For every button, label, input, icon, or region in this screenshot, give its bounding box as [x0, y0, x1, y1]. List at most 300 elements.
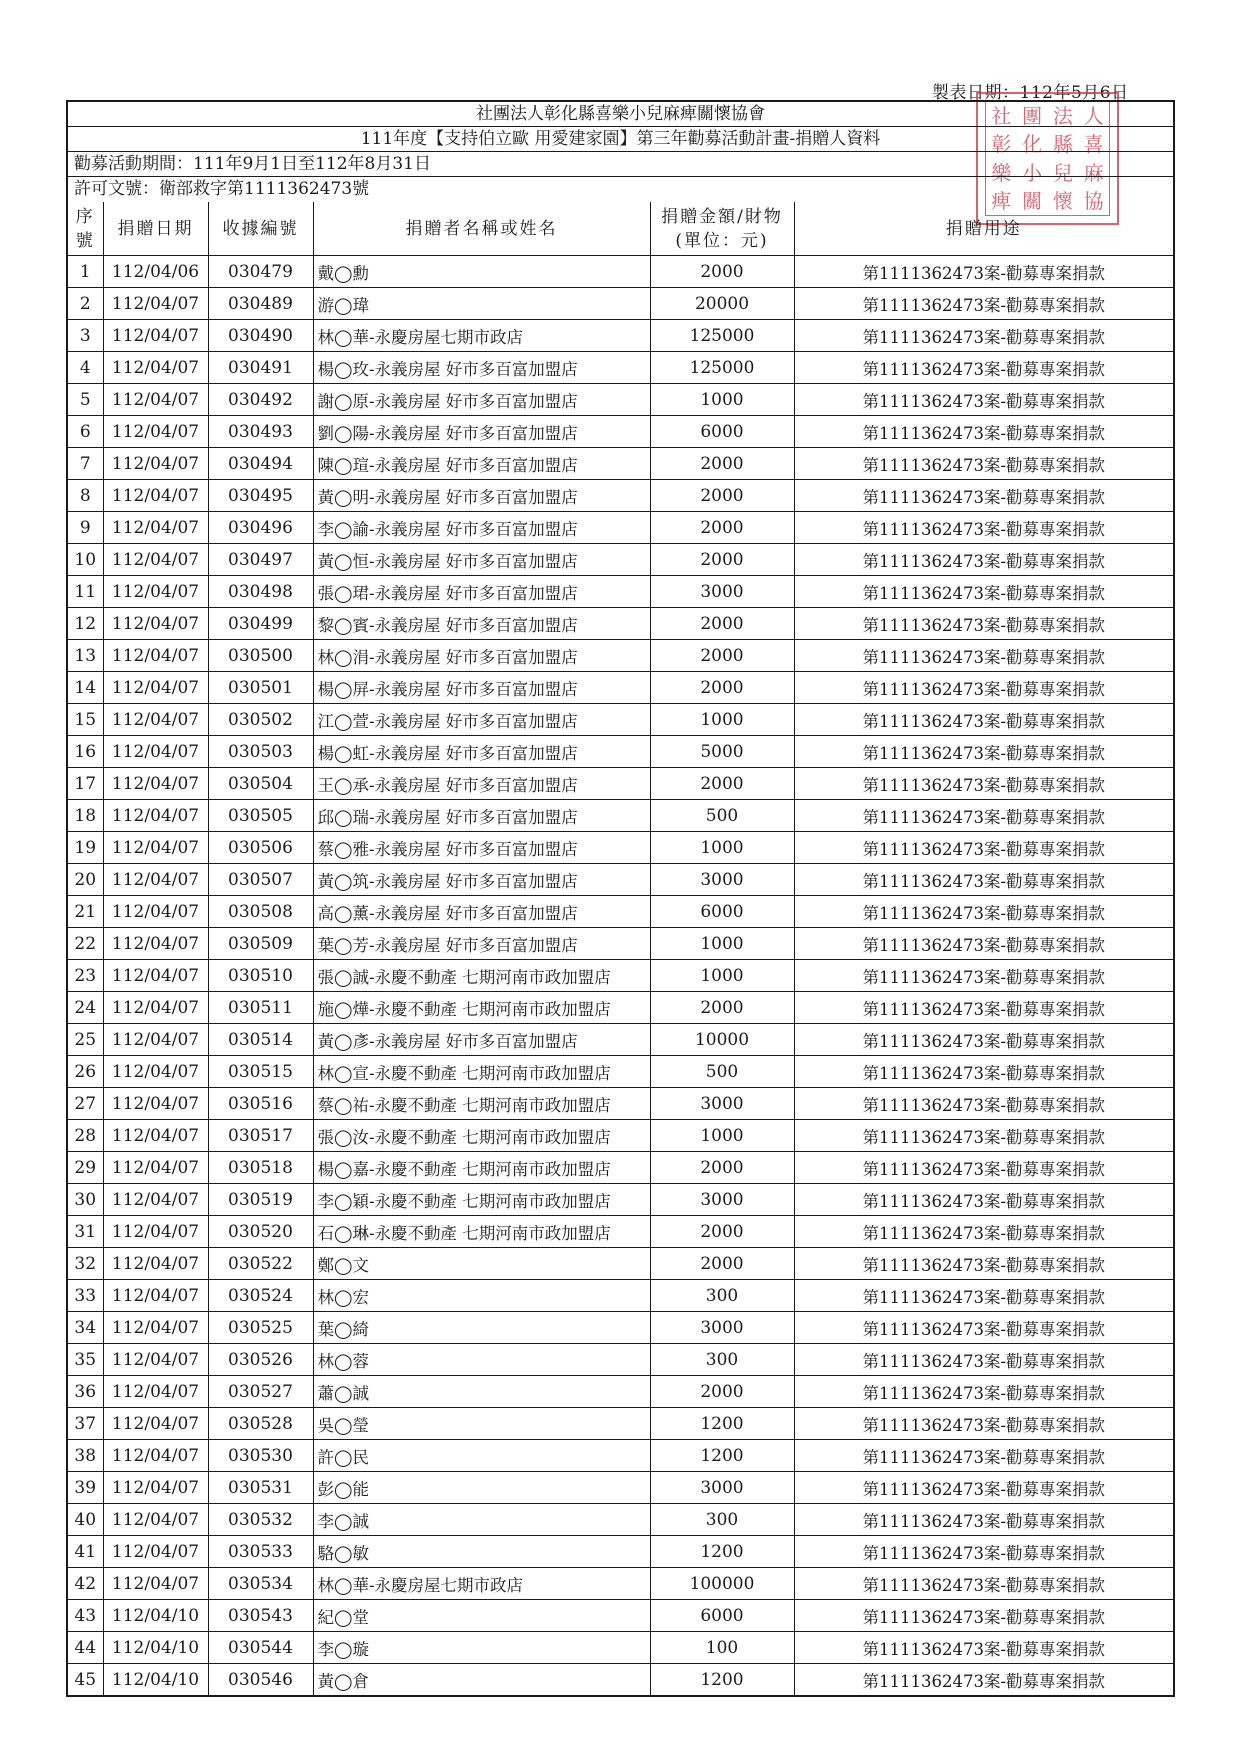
cell-seq: 27 [68, 1088, 103, 1120]
cell-donor: 楊◯虹-永義房屋 好市多百富加盟店 [313, 736, 650, 768]
cell-donor: 李◯諭-永義房屋 好市多百富加盟店 [313, 512, 650, 544]
header-date: 捐贈日期 [103, 202, 208, 256]
cell-seq: 11 [68, 576, 103, 608]
cell-date: 112/04/07 [103, 512, 208, 544]
cell-receipt: 030514 [208, 1024, 313, 1056]
seal-char: 懷 [1052, 188, 1073, 213]
header-receipt: 收據編號 [208, 202, 313, 256]
cell-amount: 6000 [650, 1600, 794, 1632]
cell-seq: 31 [68, 1216, 103, 1248]
table-row [68, 1184, 1173, 1216]
cell-amount: 2000 [650, 544, 794, 576]
table-row [68, 416, 1173, 448]
cell-date: 112/04/07 [103, 992, 208, 1024]
cell-receipt: 030527 [208, 1376, 313, 1408]
cell-purpose: 第1111362473案-勸募專案捐款 [794, 1344, 1173, 1376]
cell-amount: 1000 [650, 384, 794, 416]
cell-amount: 3000 [650, 1472, 794, 1504]
cell-amount: 2000 [650, 672, 794, 704]
cell-donor: 謝◯原-永義房屋 好市多百富加盟店 [313, 384, 650, 416]
cell-receipt: 030492 [208, 384, 313, 416]
cell-date: 112/04/07 [103, 704, 208, 736]
cell-seq: 29 [68, 1152, 103, 1184]
cell-purpose: 第1111362473案-勸募專案捐款 [794, 736, 1173, 768]
cell-date: 112/04/10 [103, 1600, 208, 1632]
cell-receipt: 030489 [208, 288, 313, 320]
cell-donor: 劉◯陽-永義房屋 好市多百富加盟店 [313, 416, 650, 448]
cell-amount: 6000 [650, 416, 794, 448]
cell-donor: 彭◯能 [313, 1472, 650, 1504]
cell-receipt: 030516 [208, 1088, 313, 1120]
cell-date: 112/04/07 [103, 896, 208, 928]
cell-amount: 1200 [650, 1408, 794, 1440]
cell-receipt: 030496 [208, 512, 313, 544]
table-row [68, 1664, 1173, 1696]
cell-receipt: 030479 [208, 256, 313, 288]
cell-purpose: 第1111362473案-勸募專案捐款 [794, 384, 1173, 416]
cell-receipt: 030519 [208, 1184, 313, 1216]
cell-purpose: 第1111362473案-勸募專案捐款 [794, 480, 1173, 512]
header-purpose: 捐贈用途 [794, 202, 1173, 256]
cell-date: 112/04/07 [103, 1056, 208, 1088]
cell-seq: 42 [68, 1568, 103, 1600]
cell-date: 112/04/07 [103, 416, 208, 448]
donor-table [68, 202, 1173, 1695]
cell-amount: 2000 [650, 1216, 794, 1248]
cell-seq: 18 [68, 800, 103, 832]
cell-amount: 2000 [650, 640, 794, 672]
cell-donor: 葉◯綺 [313, 1312, 650, 1344]
cell-donor: 林◯宣-永慶不動產 七期河南市政加盟店 [313, 1056, 650, 1088]
cell-purpose: 第1111362473案-勸募專案捐款 [794, 256, 1173, 288]
table-row [68, 480, 1173, 512]
cell-amount: 1000 [650, 960, 794, 992]
cell-purpose: 第1111362473案-勸募專案捐款 [794, 320, 1173, 352]
cell-donor: 許◯民 [313, 1440, 650, 1472]
cell-amount: 2000 [650, 512, 794, 544]
cell-amount: 500 [650, 1056, 794, 1088]
cell-donor: 李◯璇 [313, 1632, 650, 1664]
cell-date: 112/04/07 [103, 480, 208, 512]
cell-receipt: 030490 [208, 320, 313, 352]
header-seq: 序 號 [68, 202, 103, 256]
table-row [68, 992, 1173, 1024]
cell-receipt: 030526 [208, 1344, 313, 1376]
cell-donor: 林◯涓-永義房屋 好市多百富加盟店 [313, 640, 650, 672]
cell-donor: 葉◯芳-永義房屋 好市多百富加盟店 [313, 928, 650, 960]
cell-purpose: 第1111362473案-勸募專案捐款 [794, 1216, 1173, 1248]
seal-char: 兒 [1052, 160, 1073, 185]
cell-date: 112/04/07 [103, 544, 208, 576]
cell-date: 112/04/07 [103, 1536, 208, 1568]
cell-receipt: 030531 [208, 1472, 313, 1504]
cell-donor: 蕭◯誠 [313, 1376, 650, 1408]
cell-seq: 8 [68, 480, 103, 512]
cell-purpose: 第1111362473案-勸募專案捐款 [794, 1152, 1173, 1184]
cell-donor: 張◯誠-永慶不動產 七期河南市政加盟店 [313, 960, 650, 992]
cell-date: 112/04/07 [103, 1440, 208, 1472]
cell-amount: 1000 [650, 704, 794, 736]
table-row [68, 768, 1173, 800]
cell-seq: 1 [68, 256, 103, 288]
cell-receipt: 030518 [208, 1152, 313, 1184]
table-row [68, 1312, 1173, 1344]
table-row [68, 672, 1173, 704]
cell-receipt: 030507 [208, 864, 313, 896]
cell-date: 112/04/06 [103, 256, 208, 288]
table-row [68, 864, 1173, 896]
cell-seq: 7 [68, 448, 103, 480]
cell-receipt: 030505 [208, 800, 313, 832]
header-amount: 捐贈金額/財物 (單位：元) [650, 202, 794, 256]
seal-char: 協 [1083, 188, 1104, 213]
table-row [68, 256, 1173, 288]
table-header-row [68, 202, 1173, 256]
cell-donor: 王◯承-永義房屋 好市多百富加盟店 [313, 768, 650, 800]
cell-purpose: 第1111362473案-勸募專案捐款 [794, 1408, 1173, 1440]
cell-amount: 1200 [650, 1536, 794, 1568]
cell-receipt: 030508 [208, 896, 313, 928]
cell-seq: 21 [68, 896, 103, 928]
cell-donor: 戴◯勳 [313, 256, 650, 288]
cell-purpose: 第1111362473案-勸募專案捐款 [794, 928, 1173, 960]
cell-seq: 37 [68, 1408, 103, 1440]
table-row [68, 1472, 1173, 1504]
cell-purpose: 第1111362473案-勸募專案捐款 [794, 1664, 1173, 1696]
cell-donor: 黃◯筑-永義房屋 好市多百富加盟店 [313, 864, 650, 896]
cell-seq: 44 [68, 1632, 103, 1664]
cell-date: 112/04/07 [103, 800, 208, 832]
cell-purpose: 第1111362473案-勸募專案捐款 [794, 512, 1173, 544]
table-row [68, 1600, 1173, 1632]
cell-purpose: 第1111362473案-勸募專案捐款 [794, 1056, 1173, 1088]
cell-purpose: 第1111362473案-勸募專案捐款 [794, 704, 1173, 736]
cell-date: 112/04/07 [103, 1024, 208, 1056]
permit-number: 許可文號：衛部救字第1111362473號 [74, 179, 370, 199]
cell-donor: 施◯燁-永慶不動產 七期河南市政加盟店 [313, 992, 650, 1024]
cell-seq: 12 [68, 608, 103, 640]
cell-amount: 1000 [650, 832, 794, 864]
cell-seq: 15 [68, 704, 103, 736]
table-row [68, 576, 1173, 608]
cell-amount: 300 [650, 1344, 794, 1376]
cell-amount: 6000 [650, 896, 794, 928]
cell-amount: 2000 [650, 608, 794, 640]
cell-receipt: 030494 [208, 448, 313, 480]
cell-purpose: 第1111362473案-勸募專案捐款 [794, 992, 1173, 1024]
cell-seq: 2 [68, 288, 103, 320]
cell-seq: 13 [68, 640, 103, 672]
table-row [68, 1152, 1173, 1184]
cell-amount: 3000 [650, 1312, 794, 1344]
table-row [68, 352, 1173, 384]
seal-char: 團 [1022, 104, 1043, 129]
seal-char: 社 [991, 104, 1012, 129]
cell-date: 112/04/07 [103, 736, 208, 768]
cell-receipt: 030524 [208, 1280, 313, 1312]
cell-purpose: 第1111362473案-勸募專案捐款 [794, 640, 1173, 672]
table-row [68, 384, 1173, 416]
cell-date: 112/04/07 [103, 928, 208, 960]
cell-date: 112/04/10 [103, 1632, 208, 1664]
cell-seq: 10 [68, 544, 103, 576]
seal-char: 法 [1052, 104, 1073, 129]
cell-amount: 1200 [650, 1440, 794, 1472]
cell-donor: 邱◯瑞-永義房屋 好市多百富加盟店 [313, 800, 650, 832]
cell-receipt: 030510 [208, 960, 313, 992]
cell-date: 112/04/07 [103, 1568, 208, 1600]
cell-purpose: 第1111362473案-勸募專案捐款 [794, 1472, 1173, 1504]
cell-purpose: 第1111362473案-勸募專案捐款 [794, 1504, 1173, 1536]
cell-seq: 20 [68, 864, 103, 896]
cell-receipt: 030517 [208, 1120, 313, 1152]
cell-donor: 楊◯玫-永義房屋 好市多百富加盟店 [313, 352, 650, 384]
cell-amount: 125000 [650, 352, 794, 384]
table-row [68, 800, 1173, 832]
table-row [68, 448, 1173, 480]
cell-seq: 26 [68, 1056, 103, 1088]
cell-receipt: 030543 [208, 1600, 313, 1632]
cell-purpose: 第1111362473案-勸募專案捐款 [794, 544, 1173, 576]
cell-amount: 300 [650, 1504, 794, 1536]
cell-amount: 3000 [650, 576, 794, 608]
cell-amount: 2000 [650, 1376, 794, 1408]
cell-date: 112/04/10 [103, 1664, 208, 1696]
cell-donor: 林◯華-永慶房屋七期市政店 [313, 1568, 650, 1600]
table-row [68, 896, 1173, 928]
cell-seq: 24 [68, 992, 103, 1024]
cell-receipt: 030495 [208, 480, 313, 512]
cell-seq: 36 [68, 1376, 103, 1408]
cell-seq: 14 [68, 672, 103, 704]
cell-receipt: 030534 [208, 1568, 313, 1600]
cell-receipt: 030532 [208, 1504, 313, 1536]
cell-receipt: 030501 [208, 672, 313, 704]
cell-receipt: 030498 [208, 576, 313, 608]
cell-amount: 20000 [650, 288, 794, 320]
cell-donor: 蔡◯祐-永慶不動產 七期河南市政加盟店 [313, 1088, 650, 1120]
cell-purpose: 第1111362473案-勸募專案捐款 [794, 864, 1173, 896]
cell-purpose: 第1111362473案-勸募專案捐款 [794, 1312, 1173, 1344]
cell-donor: 游◯瑋 [313, 288, 650, 320]
cell-receipt: 030530 [208, 1440, 313, 1472]
cell-amount: 2000 [650, 448, 794, 480]
table-row [68, 1440, 1173, 1472]
cell-date: 112/04/07 [103, 1408, 208, 1440]
cell-donor: 林◯宏 [313, 1280, 650, 1312]
cell-date: 112/04/07 [103, 1120, 208, 1152]
cell-seq: 33 [68, 1280, 103, 1312]
cell-donor: 黃◯彥-永義房屋 好市多百富加盟店 [313, 1024, 650, 1056]
table-row [68, 1536, 1173, 1568]
cell-receipt: 030491 [208, 352, 313, 384]
table-row [68, 1120, 1173, 1152]
cell-date: 112/04/07 [103, 640, 208, 672]
table-row [68, 1632, 1173, 1664]
cell-donor: 楊◯嘉-永慶不動產 七期河南市政加盟店 [313, 1152, 650, 1184]
cell-amount: 2000 [650, 992, 794, 1024]
cell-receipt: 030503 [208, 736, 313, 768]
cell-amount: 1000 [650, 928, 794, 960]
cell-receipt: 030506 [208, 832, 313, 864]
cell-date: 112/04/07 [103, 1280, 208, 1312]
cell-purpose: 第1111362473案-勸募專案捐款 [794, 576, 1173, 608]
cell-purpose: 第1111362473案-勸募專案捐款 [794, 896, 1173, 928]
cell-amount: 500 [650, 800, 794, 832]
cell-date: 112/04/07 [103, 1088, 208, 1120]
seal-char: 化 [1022, 132, 1043, 157]
cell-seq: 45 [68, 1664, 103, 1696]
make-date: 製表日期：112年5月6日 [932, 83, 1129, 103]
cell-receipt: 030509 [208, 928, 313, 960]
cell-donor: 黃◯恒-永義房屋 好市多百富加盟店 [313, 544, 650, 576]
cell-receipt: 030497 [208, 544, 313, 576]
seal-char: 麻 [1083, 160, 1104, 185]
cell-seq: 28 [68, 1120, 103, 1152]
org-name: 社團法人彰化縣喜樂小兒麻痺關懷協會 [68, 102, 1173, 127]
cell-date: 112/04/07 [103, 864, 208, 896]
cell-date: 112/04/07 [103, 1312, 208, 1344]
cell-amount: 100 [650, 1632, 794, 1664]
table-row [68, 288, 1173, 320]
cell-date: 112/04/07 [103, 288, 208, 320]
plan-title: 111年度【支持伯立歐 用愛建家園】第三年勸募活動計畫-捐贈人資料 [68, 127, 1173, 152]
cell-amount: 2000 [650, 256, 794, 288]
cell-donor: 林◯蓉 [313, 1344, 650, 1376]
cell-receipt: 030525 [208, 1312, 313, 1344]
cell-seq: 4 [68, 352, 103, 384]
table-row [68, 608, 1173, 640]
cell-seq: 17 [68, 768, 103, 800]
cell-purpose: 第1111362473案-勸募專案捐款 [794, 1536, 1173, 1568]
cell-receipt: 030515 [208, 1056, 313, 1088]
cell-date: 112/04/07 [103, 576, 208, 608]
cell-seq: 25 [68, 1024, 103, 1056]
cell-donor: 李◯穎-永慶不動產 七期河南市政加盟店 [313, 1184, 650, 1216]
cell-seq: 35 [68, 1344, 103, 1376]
cell-amount: 2000 [650, 1152, 794, 1184]
cell-date: 112/04/07 [103, 352, 208, 384]
cell-date: 112/04/07 [103, 384, 208, 416]
cell-purpose: 第1111362473案-勸募專案捐款 [794, 1376, 1173, 1408]
cell-purpose: 第1111362473案-勸募專案捐款 [794, 1184, 1173, 1216]
cell-purpose: 第1111362473案-勸募專案捐款 [794, 416, 1173, 448]
seal-char: 喜 [1083, 132, 1104, 157]
cell-amount: 10000 [650, 1024, 794, 1056]
cell-purpose: 第1111362473案-勸募專案捐款 [794, 448, 1173, 480]
cell-seq: 34 [68, 1312, 103, 1344]
cell-amount: 1200 [650, 1664, 794, 1696]
cell-amount: 2000 [650, 1248, 794, 1280]
donor-document [66, 100, 1175, 1697]
cell-purpose: 第1111362473案-勸募專案捐款 [794, 1600, 1173, 1632]
cell-purpose: 第1111362473案-勸募專案捐款 [794, 352, 1173, 384]
cell-date: 112/04/07 [103, 832, 208, 864]
cell-receipt: 030522 [208, 1248, 313, 1280]
header-donor: 捐贈者名稱或姓名 [313, 202, 650, 256]
cell-date: 112/04/07 [103, 768, 208, 800]
cell-seq: 22 [68, 928, 103, 960]
cell-date: 112/04/07 [103, 320, 208, 352]
cell-receipt: 030520 [208, 1216, 313, 1248]
cell-receipt: 030493 [208, 416, 313, 448]
cell-donor: 黃◯倉 [313, 1664, 650, 1696]
table-row [68, 1024, 1173, 1056]
cell-seq: 32 [68, 1248, 103, 1280]
cell-purpose: 第1111362473案-勸募專案捐款 [794, 832, 1173, 864]
cell-receipt: 030528 [208, 1408, 313, 1440]
cell-donor: 李◯誠 [313, 1504, 650, 1536]
cell-date: 112/04/07 [103, 1248, 208, 1280]
cell-seq: 39 [68, 1472, 103, 1504]
table-row [68, 512, 1173, 544]
cell-seq: 9 [68, 512, 103, 544]
cell-donor: 黃◯明-永義房屋 好市多百富加盟店 [313, 480, 650, 512]
cell-donor: 林◯華-永慶房屋七期市政店 [313, 320, 650, 352]
cell-receipt: 030533 [208, 1536, 313, 1568]
cell-purpose: 第1111362473案-勸募專案捐款 [794, 1088, 1173, 1120]
table-row [68, 320, 1173, 352]
cell-seq: 43 [68, 1600, 103, 1632]
cell-donor: 鄭◯文 [313, 1248, 650, 1280]
table-row [68, 832, 1173, 864]
cell-seq: 6 [68, 416, 103, 448]
cell-amount: 100000 [650, 1568, 794, 1600]
cell-amount: 1000 [650, 1120, 794, 1152]
seal-char: 縣 [1052, 132, 1073, 157]
table-row [68, 1280, 1173, 1312]
cell-amount: 3000 [650, 1184, 794, 1216]
cell-donor: 石◯琳-永慶不動產 七期河南市政加盟店 [313, 1216, 650, 1248]
cell-purpose: 第1111362473案-勸募專案捐款 [794, 960, 1173, 992]
cell-amount: 3000 [650, 1088, 794, 1120]
cell-date: 112/04/07 [103, 1376, 208, 1408]
table-row [68, 1344, 1173, 1376]
seal-char: 小 [1022, 160, 1043, 185]
cell-date: 112/04/07 [103, 1504, 208, 1536]
cell-date: 112/04/07 [103, 672, 208, 704]
cell-purpose: 第1111362473案-勸募專案捐款 [794, 288, 1173, 320]
cell-date: 112/04/07 [103, 1472, 208, 1504]
table-row [68, 544, 1173, 576]
table-row [68, 1568, 1173, 1600]
cell-donor: 張◯珺-永義房屋 好市多百富加盟店 [313, 576, 650, 608]
seal-char: 彰 [991, 132, 1012, 157]
cell-donor: 江◯萱-永義房屋 好市多百富加盟店 [313, 704, 650, 736]
cell-seq: 40 [68, 1504, 103, 1536]
cell-purpose: 第1111362473案-勸募專案捐款 [794, 1568, 1173, 1600]
table-row [68, 1504, 1173, 1536]
table-row [68, 1216, 1173, 1248]
table-row [68, 736, 1173, 768]
seal-char: 痺 [991, 188, 1012, 213]
cell-seq: 38 [68, 1440, 103, 1472]
cell-purpose: 第1111362473案-勸募專案捐款 [794, 1120, 1173, 1152]
cell-purpose: 第1111362473案-勸募專案捐款 [794, 1632, 1173, 1664]
cell-receipt: 030511 [208, 992, 313, 1024]
table-row [68, 1056, 1173, 1088]
cell-amount: 2000 [650, 480, 794, 512]
cell-receipt: 030504 [208, 768, 313, 800]
cell-seq: 16 [68, 736, 103, 768]
cell-purpose: 第1111362473案-勸募專案捐款 [794, 608, 1173, 640]
cell-amount: 2000 [650, 768, 794, 800]
table-row [68, 1088, 1173, 1120]
cell-receipt: 030502 [208, 704, 313, 736]
cell-receipt: 030500 [208, 640, 313, 672]
cell-receipt: 030544 [208, 1632, 313, 1664]
campaign-period: 勸募活動期間：111年9月1日至112年8月31日 [68, 152, 1173, 177]
